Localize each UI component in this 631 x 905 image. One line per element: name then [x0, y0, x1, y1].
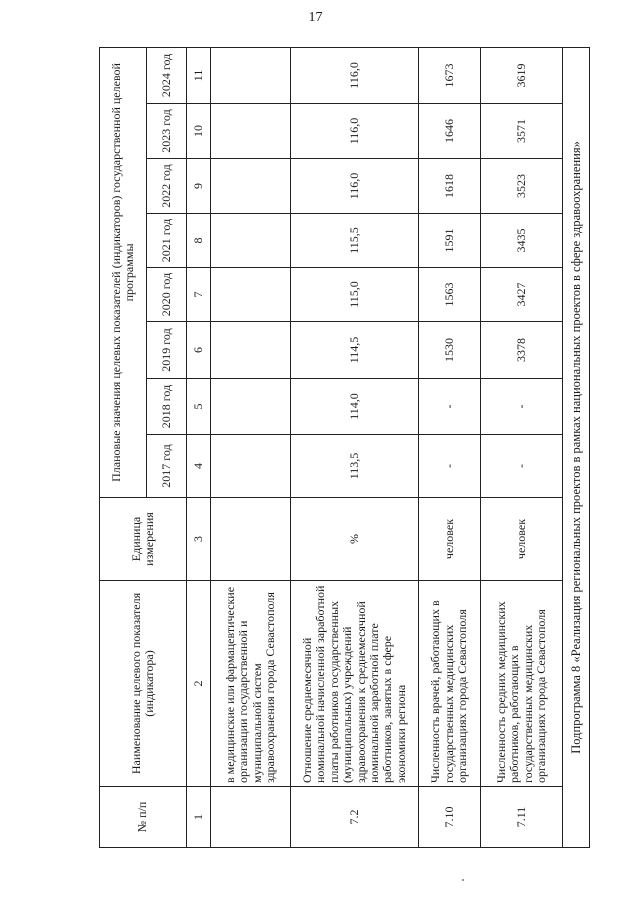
- row-value: 113,5: [291, 435, 419, 498]
- header-year: 2024 год: [147, 47, 187, 103]
- row-unit: человек: [419, 498, 481, 581]
- row-value: 1618: [419, 159, 481, 214]
- column-number: 11: [187, 47, 211, 103]
- row-value: 1530: [419, 322, 481, 379]
- header-year: 2019 год: [147, 322, 187, 379]
- table-row: [419, 47, 481, 847]
- numbering-row: [187, 47, 211, 847]
- row-num: [211, 787, 291, 848]
- table-row: [291, 47, 419, 847]
- column-number: 6: [187, 322, 211, 379]
- header-row-group: [100, 47, 147, 847]
- column-number: 5: [187, 379, 211, 435]
- column-number: 1: [187, 787, 211, 848]
- row-name: Численность врачей, работающих в государственных медицинских организациях города Севастополя: [419, 581, 481, 787]
- table-row: [481, 47, 563, 847]
- row-value: 3435: [481, 214, 563, 268]
- row-value: [211, 214, 291, 268]
- subprogram-title: Подпрограмма 8 «Реализация региональных проектов в рамках национальных проектов в сфере здравоохранения»: [563, 47, 590, 847]
- row-value: 115,0: [291, 268, 419, 322]
- header-year: 2021 год: [147, 214, 187, 268]
- row-value: 116,0: [291, 104, 419, 159]
- row-unit: человек: [481, 498, 563, 581]
- row-value: [211, 435, 291, 498]
- row-value: 3619: [481, 47, 563, 103]
- header-group: Плановые значения целевых показателей (индикаторов) государственной целевой программы: [100, 47, 147, 497]
- row-value: 1563: [419, 268, 481, 322]
- header-unit: Единица измерения: [100, 498, 187, 581]
- table-row: [211, 47, 291, 847]
- row-value: [211, 159, 291, 214]
- header-year: 2023 год: [147, 104, 187, 159]
- header-year: 2018 год: [147, 379, 187, 435]
- row-value: 3427: [481, 268, 563, 322]
- row-num: 7.11: [481, 787, 563, 848]
- column-number: 9: [187, 159, 211, 214]
- row-value: [211, 322, 291, 379]
- header-year: 2020 год: [147, 268, 187, 322]
- row-num: 7.10: [419, 787, 481, 848]
- row-value: 114,5: [291, 322, 419, 379]
- row-value: 115,5: [291, 214, 419, 268]
- row-value: 114,0: [291, 379, 419, 435]
- row-num: 7.2: [291, 787, 419, 848]
- header-name: Наименование целевого показателя (индикатора): [100, 581, 187, 787]
- row-value: [211, 47, 291, 103]
- row-value: [211, 104, 291, 159]
- row-value: 1673: [419, 47, 481, 103]
- column-number: 10: [187, 104, 211, 159]
- row-value: 116,0: [291, 47, 419, 103]
- column-number: 3: [187, 498, 211, 581]
- row-value: 3378: [481, 322, 563, 379]
- row-name: Отношение среднемесячной номинальной начисленной заработной платы работников государственных (муниципальных) учреждений здравоохранения к среднемесячной номинальной заработной плате работников, занятых в сфере экономики региона: [291, 581, 419, 787]
- row-value: [211, 268, 291, 322]
- row-value: -: [419, 379, 481, 435]
- page-number: 17: [308, 10, 323, 25]
- row-value: 3571: [481, 104, 563, 159]
- row-unit: [211, 498, 291, 581]
- indicators-table: [99, 47, 590, 848]
- row-value: 1591: [419, 214, 481, 268]
- row-value: -: [481, 435, 563, 498]
- row-value: 1646: [419, 104, 481, 159]
- column-number: 4: [187, 435, 211, 498]
- row-value: 116,0: [291, 159, 419, 214]
- header-num: № п/п: [100, 787, 187, 848]
- row-value: -: [419, 435, 481, 498]
- row-value: -: [481, 379, 563, 435]
- row-value: 3523: [481, 159, 563, 214]
- header-year: 2022 год: [147, 159, 187, 214]
- row-name: Численность средних медицинских работников, работающих в государственных медицинских организациях города Севастополя: [481, 581, 563, 787]
- header-year: 2017 год: [147, 435, 187, 498]
- scan-speck: [462, 879, 464, 881]
- column-number: 7: [187, 268, 211, 322]
- row-unit: %: [291, 498, 419, 581]
- rotated-table-container: [99, 48, 589, 848]
- subprogram-row: [563, 47, 590, 847]
- column-number: 2: [187, 581, 211, 787]
- column-number: 8: [187, 214, 211, 268]
- row-value: [211, 379, 291, 435]
- row-name: в медицинские или фармацевтические организации государственной и муниципальной систем здравоохранения города Севастополя: [211, 581, 291, 787]
